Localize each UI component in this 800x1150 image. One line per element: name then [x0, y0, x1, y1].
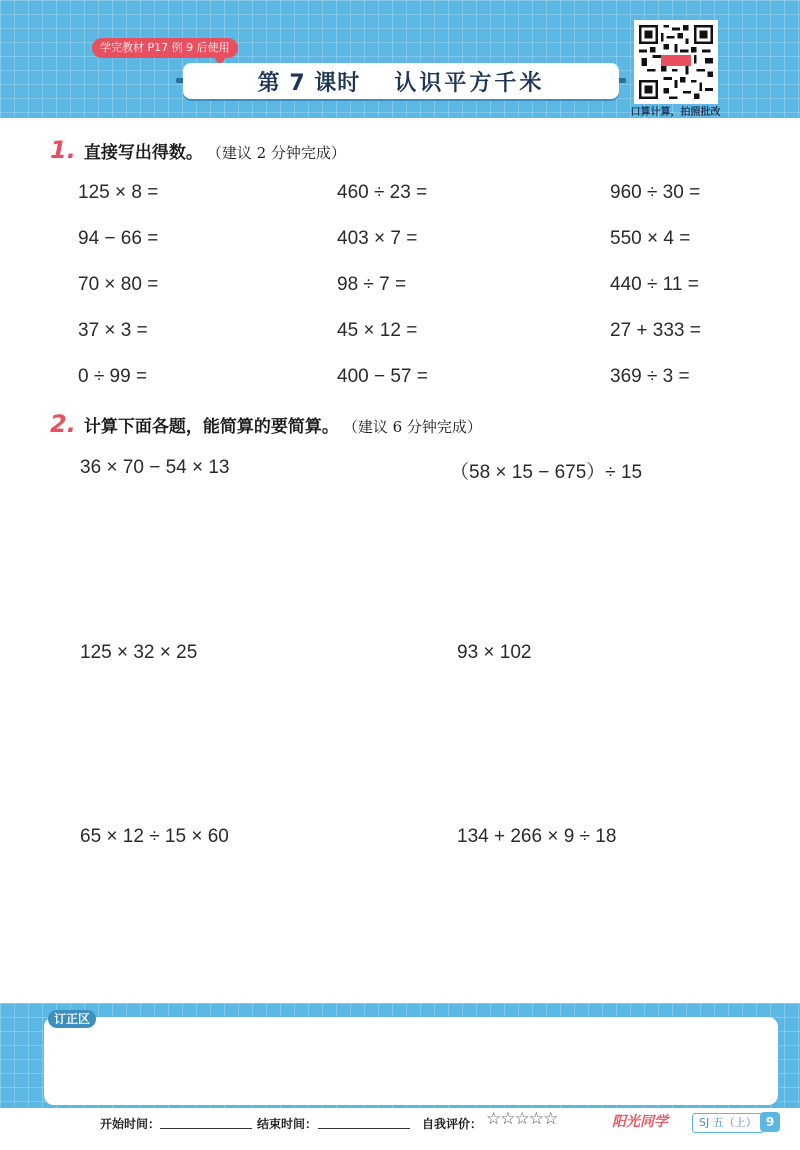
mental-math-item: 125 × 8 = — [78, 182, 159, 203]
end-time-label: 结束时间： — [257, 1117, 318, 1131]
lesson-name: 认识平方千米 — [394, 70, 545, 96]
calculation-item: 125 × 32 × 25 — [80, 642, 198, 663]
start-time-label: 开始时间： — [100, 1117, 161, 1131]
section-1-number: 1. — [50, 136, 76, 164]
start-time-field[interactable] — [160, 1128, 252, 1129]
section-1-hint: （建议 2 分钟完成） — [206, 144, 346, 162]
mental-math-item: 45 × 12 = — [337, 320, 418, 341]
section-2-hint: （建议 6 分钟完成） — [342, 418, 482, 436]
mental-math-item: 37 × 3 = — [78, 320, 148, 341]
self-eval-label: 自我评价： — [422, 1117, 483, 1131]
mental-math-item: 400 − 57 = — [337, 366, 428, 387]
mental-math-item: 94 − 66 = — [78, 228, 159, 249]
grade-badge: SJ 五（上） — [692, 1113, 764, 1133]
end-time-field[interactable] — [318, 1128, 410, 1129]
mental-math-item: 440 ÷ 11 = — [610, 274, 699, 295]
lesson-title-bar — [183, 63, 619, 99]
mental-math-item: 960 ÷ 30 = — [610, 182, 701, 203]
section-2-number: 2. — [50, 410, 76, 438]
mental-math-item: 369 ÷ 3 = — [610, 366, 690, 387]
correction-label: 订正区 — [48, 1010, 96, 1028]
correction-area[interactable] — [44, 1017, 778, 1105]
section-2-title: 计算下面各题，能简算的要简算。 — [83, 417, 339, 437]
mental-math-item: 0 ÷ 99 = — [78, 366, 148, 387]
calculation-item: 134 + 266 × 9 ÷ 18 — [457, 826, 617, 847]
mental-math-item: 70 × 80 = — [78, 274, 159, 295]
mental-math-item: 98 ÷ 7 = — [337, 274, 407, 295]
calculation-item: （58 × 15 − 675）÷ 15 — [450, 462, 643, 483]
calculation-item: 93 × 102 — [457, 642, 532, 663]
calculation-item: 36 × 70 − 54 × 13 — [80, 457, 230, 478]
lesson-number: 第 7 课时 — [257, 70, 361, 96]
usage-tag: 学完教材 P17 例 9 后使用 — [92, 38, 238, 58]
mental-math-item: 550 × 4 = — [610, 228, 691, 249]
calculation-item: 65 × 12 ÷ 15 × 60 — [80, 826, 229, 847]
mental-math-item: 460 ÷ 23 = — [337, 182, 428, 203]
self-eval-stars[interactable]: ☆☆☆☆☆ — [486, 1109, 558, 1129]
brand-logo: 阳光同学 — [612, 1114, 668, 1130]
section-1-heading — [50, 136, 346, 164]
mental-math-item: 403 × 7 = — [337, 228, 418, 249]
section-1-title: 直接写出得数。 — [83, 143, 203, 163]
page-number: 9 — [760, 1112, 780, 1132]
qr-caption: 口算计算，拍照批改 — [630, 107, 721, 118]
qr-code-icon[interactable] — [634, 20, 718, 104]
section-2-heading — [50, 410, 482, 438]
mental-math-item: 27 + 333 = — [610, 320, 701, 341]
